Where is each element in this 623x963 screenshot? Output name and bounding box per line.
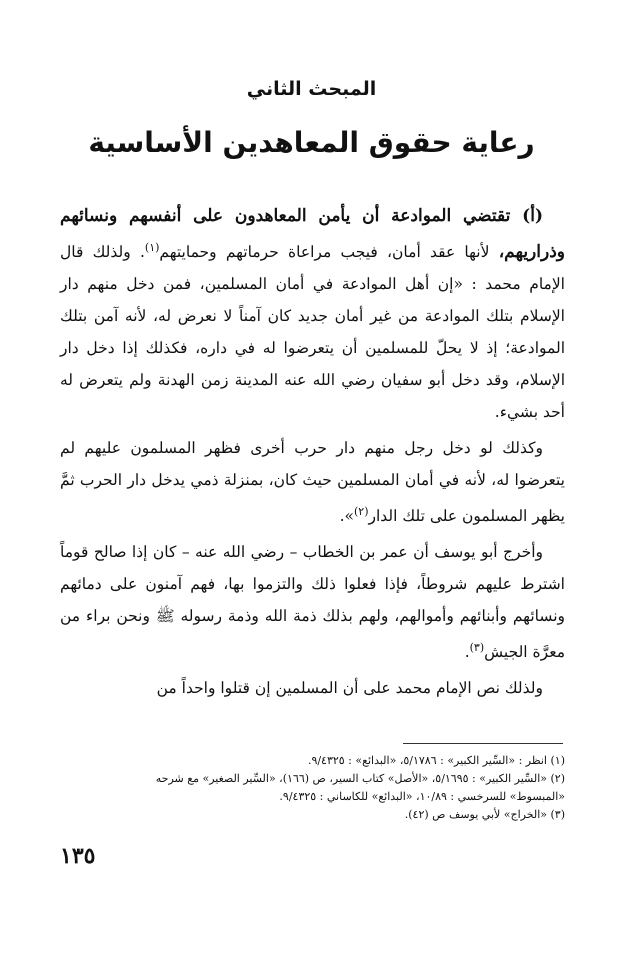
- body-text: [60, 200, 565, 704]
- page-title: رعاية حقوق المعاهدين الأساسية: [88, 126, 535, 159]
- paragraph-text: ولذلك نص الإمام محمد على أن المسلمين إن قتلوا واحداً من: [156, 679, 543, 698]
- paragraph-text: وأخرج أبو يوسف أن عمر بن الخطاب – رضي الله عنه – كان إذا صالح قوماً اشترط عليهم شروطاً، فإذا فعلوا ذلك والتزموا بها، فهم آمنون على دمائهم ونسائهم وأبنائهم وأموالهم، ولهم بذلك ذمة الله وذمة رسوله ﷺ ونحن براء من معرَّة الجيش: [60, 543, 565, 662]
- section-label: المبحث الثاني: [246, 78, 377, 100]
- page-number: ١٣٥: [60, 843, 96, 869]
- paragraph-text: .: [464, 643, 470, 662]
- footnotes: [100, 752, 565, 824]
- footnote-3: (٣) «الخراج» لأبي يوسف ص (٤٢).: [404, 808, 565, 821]
- paragraph-lead: (أ) تقتضي الموادعة أن يأمن المعاهدون على أنفسهم ونسائهم وذراريهم،: [60, 206, 565, 263]
- paragraph-1: [60, 200, 565, 428]
- footnote-marker-2[interactable]: (٢): [353, 505, 369, 519]
- footnote-1: (١) انظر : «السِّير الكبير» : ٥/١٧٨٦، «البدائع» : ٩/٤٣٢٥.: [307, 754, 565, 767]
- paragraph-text: لأنها عقد أمان، فيجب مراعاة حرماتهم وحمايتهم: [159, 243, 490, 262]
- paragraph-4: [60, 672, 565, 704]
- footnote-2: (٢) «السِّير الكبير» : ٥/١٦٩٥، «الأصل» كتاب السير، ص (١٦٦)، «السِّير الصغير» مع شرحه «المبسوط» للسرخسي : ١٠/٨٩، «البدائع» للكاساني : ٩/٤٣٢٥.: [155, 772, 565, 803]
- paragraph-text: . ولذلك قال الإمام محمد : «إن أهل الموادعة في أمان المسلمين، فمن دخل منهم دار الإسلام بتلك الموادعة من غير أمان جديد كان آمناً لا نعرض له، لأنه آمن بتلك الموادعة؛ إذ لا يحلّ للمسلمين أن يتعرضوا له في داره، فكذلك إذا دخل دار الإسلام، وقد دخل أبو سفيان رضي الله عنه المدينة زمن الهدنة ولم يتعرض له أحد بشيء.: [60, 243, 565, 422]
- paragraph-text: وكذلك لو دخل رجل منهم دار حرب أخرى فظهر المسلمون عليهم لم يتعرضوا له، لأنه في أمان المسلمين حيث كان، بمنزلة ذمي يدخل دار الحرب ثمَّ يظهر المسلمون على تلك الدار: [60, 439, 565, 526]
- paragraph-3: [60, 536, 565, 668]
- footnote-divider: [403, 743, 563, 744]
- paragraph-2: [60, 432, 565, 532]
- footnote-marker-1[interactable]: (١): [144, 241, 160, 254]
- paragraph-text: ».: [339, 507, 354, 526]
- footnote-marker-3[interactable]: (٣): [469, 641, 485, 655]
